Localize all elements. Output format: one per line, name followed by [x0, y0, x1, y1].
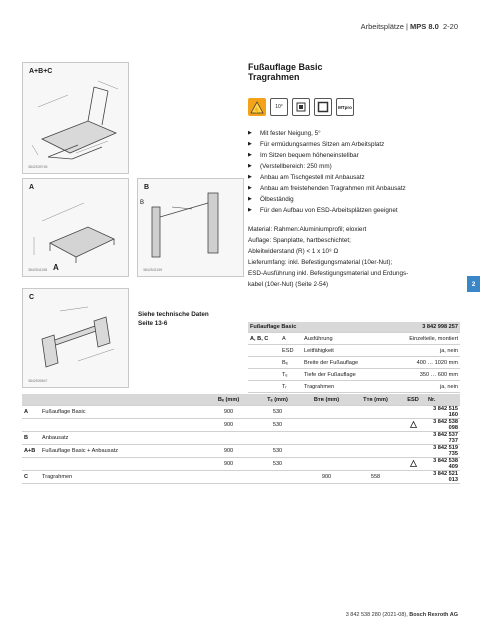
header-separator: |: [403, 22, 411, 31]
order-ttr: [351, 445, 400, 458]
figure-c-label: C: [29, 294, 35, 301]
tech-data-reference[interactable]: [138, 310, 209, 328]
spec-value: 350 … 600 mm: [385, 369, 460, 381]
order-number: 3 842 538 098: [426, 419, 460, 432]
order-te: 530: [253, 406, 302, 419]
order-te: [253, 432, 302, 445]
feature-item: ▶ Mit fester Neigung, 5°: [248, 128, 463, 139]
mtpro-label: MTpro: [338, 104, 352, 110]
figure-b: [137, 178, 244, 277]
table-row: [248, 345, 460, 357]
order-number: 3 842 521 013: [426, 471, 460, 484]
page-header: [361, 22, 458, 31]
figure-c: [22, 288, 129, 388]
svg-text:✋: ✋: [253, 107, 261, 114]
spec-group: [248, 345, 280, 357]
incline-10-label: 10°: [275, 104, 283, 110]
header-section: Arbeitsplätze: [360, 22, 404, 31]
spec-key: Tₑ: [280, 369, 302, 381]
chapter-tab[interactable]: 2: [467, 276, 480, 292]
mounting-rail-icon: [292, 98, 310, 116]
spec-key: ESD: [280, 345, 302, 357]
footer-doc: 3 842 538 280 (2021-08),: [345, 612, 410, 618]
order-btr: [302, 406, 351, 419]
figure-abc-code: 3842539745: [28, 165, 48, 169]
table-row: [22, 471, 460, 484]
product-title-line2: Tragrahmen: [248, 72, 300, 82]
header-book: MPS 8.0: [410, 22, 439, 31]
spec-value: Einzelteile, montiert: [385, 333, 460, 345]
product-title-line1: Fußauflage Basic: [248, 62, 323, 72]
order-esd: [400, 406, 426, 419]
order-te: 530: [253, 419, 302, 432]
esd-icon: [410, 421, 417, 428]
spec-value: ja, nein: [385, 381, 460, 393]
spec-key: Tᵣ: [280, 381, 302, 393]
table-row: [22, 458, 460, 471]
material-description: [248, 224, 463, 290]
material-line: Lieferumfang: inkl. Befestigungsmaterial (10er-Nut);: [248, 259, 393, 266]
col-desc: [40, 394, 204, 406]
order-desc: [40, 458, 204, 471]
spec-label: Tragrahmen: [302, 381, 385, 393]
col-esd: ESD: [400, 394, 426, 406]
frame-icon: [314, 98, 332, 116]
esd-warning-icon: [248, 98, 266, 116]
spec-group: A, B, C: [248, 333, 280, 345]
feature-list: [248, 128, 463, 216]
order-table-header: [22, 394, 460, 406]
material-line: Material: Rahmen:Aluminiumprofil; eloxiert: [248, 226, 367, 233]
feature-item: ▶ Ölbeständig: [248, 194, 463, 205]
order-number: 3 842 515 160: [426, 406, 460, 419]
order-te: 530: [253, 458, 302, 471]
col-be: Bₑ (mm): [204, 394, 253, 406]
order-btr: [302, 432, 351, 445]
figure-a-callout: A: [53, 263, 59, 272]
order-desc: Fußauflage Basic + Anbausatz: [40, 445, 204, 458]
order-number: 3 842 538 409: [426, 458, 460, 471]
table-row: [248, 357, 460, 369]
order-be: 900: [204, 419, 253, 432]
col-ttr: Tᴛʀ (mm): [351, 394, 400, 406]
order-table: [22, 394, 460, 484]
order-ttr: [351, 406, 400, 419]
order-esd: [400, 471, 426, 484]
order-ttr: 558: [351, 471, 400, 484]
figure-a: [22, 178, 129, 277]
feature-item: ▶ Für den Aufbau von ESD-Arbeitsplätzen geeignet: [248, 205, 463, 216]
figure-abc-label: A+B+C: [29, 68, 53, 75]
spec-value: 400 … 1020 mm: [385, 357, 460, 369]
order-esd: [400, 458, 426, 471]
table-row: [248, 369, 460, 381]
spec-label: Ausführung: [302, 333, 385, 345]
spec-table-number: 3 842 998 257: [385, 322, 460, 333]
order-key: [22, 458, 40, 471]
table-row: [248, 333, 460, 345]
esd-icon: [410, 460, 417, 467]
support-frame-drawing: [28, 303, 123, 378]
figure-c-code: 3842539847: [28, 379, 48, 383]
footer-brand: Bosch Rexroth AG: [409, 612, 458, 618]
spec-value: ja, nein: [385, 345, 460, 357]
material-line[interactable]: kabel (10er-Nut) (Seite 2-54): [248, 281, 329, 288]
order-be: 900: [204, 458, 253, 471]
order-key: C: [22, 471, 40, 484]
order-be: 900: [204, 406, 253, 419]
tech-data-line1: Siehe technische Daten: [138, 311, 209, 318]
mounting-kit-drawing: [142, 187, 240, 265]
order-be: [204, 471, 253, 484]
order-key: A+B: [22, 445, 40, 458]
spec-key: A: [280, 333, 302, 345]
figure-abc: [22, 62, 129, 174]
page-footer: [346, 612, 458, 618]
order-desc: Anbausatz: [40, 432, 204, 445]
table-row: [22, 419, 460, 432]
col-nr: Nr.: [426, 394, 460, 406]
feature-item: ▶ Anbau am Tischgestell mit Anbausatz: [248, 172, 463, 183]
order-btr: [302, 445, 351, 458]
spec-table: [248, 322, 460, 393]
order-esd: [400, 445, 426, 458]
order-btr: [302, 458, 351, 471]
order-ttr: [351, 432, 400, 445]
order-desc: Tragrahmen: [40, 471, 204, 484]
spec-group: [248, 357, 280, 369]
mtpro-icon: [336, 98, 354, 116]
order-esd: [400, 432, 426, 445]
feature-item: ▶ Anbau am freistehenden Tragrahmen mit Anbausatz: [248, 183, 463, 194]
material-line: Auflage: Spanplatte, hartbeschichtet;: [248, 237, 351, 244]
figure-b-callout: B: [140, 200, 145, 206]
figure-a-code: 3842541158: [28, 268, 48, 272]
incline-10-icon: [270, 98, 288, 116]
material-line: Ableitwiderstand (R) < 1 x 10⁹ Ω: [248, 248, 339, 255]
col-key: [22, 394, 40, 406]
product-title: [248, 62, 323, 82]
table-row: [248, 381, 460, 393]
order-desc: Fußauflage Basic: [40, 406, 204, 419]
col-btr: Bᴛʀ (mm): [302, 394, 351, 406]
table-row: [22, 432, 460, 445]
spec-label: Breite der Fußauflage: [302, 357, 385, 369]
spec-table-header: [248, 322, 460, 333]
order-esd: [400, 419, 426, 432]
figure-b-label: B: [144, 184, 150, 191]
order-btr: [302, 419, 351, 432]
col-te: Tₑ (mm): [253, 394, 302, 406]
spec-table-title: Fußauflage Basic: [248, 322, 385, 333]
order-number: 3 842 537 737: [426, 432, 460, 445]
order-te: [253, 471, 302, 484]
order-te: 530: [253, 445, 302, 458]
spec-key: Bₑ: [280, 357, 302, 369]
figure-a-label: A: [29, 184, 35, 191]
order-ttr: [351, 419, 400, 432]
order-be: [204, 432, 253, 445]
order-key: [22, 419, 40, 432]
order-key: B: [22, 432, 40, 445]
table-row: [22, 406, 460, 419]
feature-icons: [248, 98, 354, 116]
order-btr: 900: [302, 471, 351, 484]
order-number: 3 842 519 735: [426, 445, 460, 458]
spec-label: Tiefe der Fußauflage: [302, 369, 385, 381]
header-page: 2-20: [442, 22, 458, 31]
footrest-drawing: [28, 191, 123, 266]
figure-b-code: 3842541159: [143, 268, 163, 272]
order-be: 900: [204, 445, 253, 458]
spec-group: [248, 369, 280, 381]
table-row: [22, 445, 460, 458]
tech-data-line2: Seite 13-6: [138, 320, 168, 327]
order-ttr: [351, 458, 400, 471]
feature-item-continued: ▶ (Verstellbereich: 250 mm): [248, 161, 463, 172]
feature-item: ▶ Für ermüdungsarmes Sitzen am Arbeitsplatz: [248, 139, 463, 150]
material-line: ESD-Ausführung inkl. Befestigungsmaterial und Erdungs-: [248, 270, 409, 277]
order-desc: [40, 419, 204, 432]
feature-item: ▶ Im Sitzen bequem höheneinstellbar: [248, 150, 463, 161]
footrest-assembly-drawing: [28, 77, 123, 162]
order-key: A: [22, 406, 40, 419]
spec-group: [248, 381, 280, 393]
spec-label: Leitfähigkeit: [302, 345, 385, 357]
